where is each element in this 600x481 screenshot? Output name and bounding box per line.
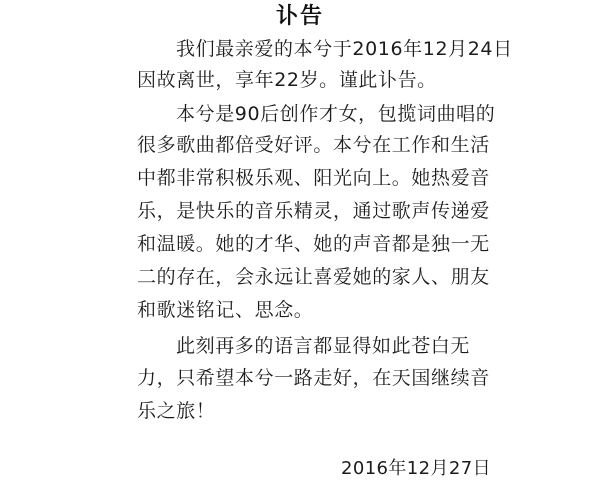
notice-title: 讣告 (275, 4, 324, 29)
paragraph-1-line-2: 因故离世，享年22岁。谨此讣告。 (137, 69, 437, 91)
paragraph-3-line-2: 力，只希望本兮一路走好，在天国继续音 (137, 367, 490, 389)
paragraph-3-line-3: 乐之旅！ (137, 400, 216, 422)
notice-date: 2016年12月27日 (341, 458, 492, 479)
paragraph-2-line-2: 很多歌曲都倍受好评。本兮在工作和生活 (137, 134, 490, 156)
paragraph-3-line-1: 此刻再多的语言都显得如此苍白无 (176, 335, 471, 357)
paragraph-2-line-4: 乐，是快乐的音乐精灵，通过歌声传递爱 (137, 200, 490, 222)
paragraph-2-line-3: 中都非常积极乐观、阳光向上。她热爱音 (137, 167, 490, 189)
paragraph-1-line-1: 我们最亲爱的本兮于2016年12月24日 (176, 38, 513, 60)
paragraph-2-line-5: 和温暖。她的才华、她的声音都是独一无 (137, 233, 490, 255)
paragraph-2-line-1: 本兮是90后创作才女，包揽词曲唱的 (176, 103, 496, 125)
paragraph-2-line-7: 和歌迷铭记、思念。 (137, 299, 314, 321)
paragraph-2-line-6: 二的存在，会永远让喜爱她的家人、朋友 (137, 266, 490, 288)
